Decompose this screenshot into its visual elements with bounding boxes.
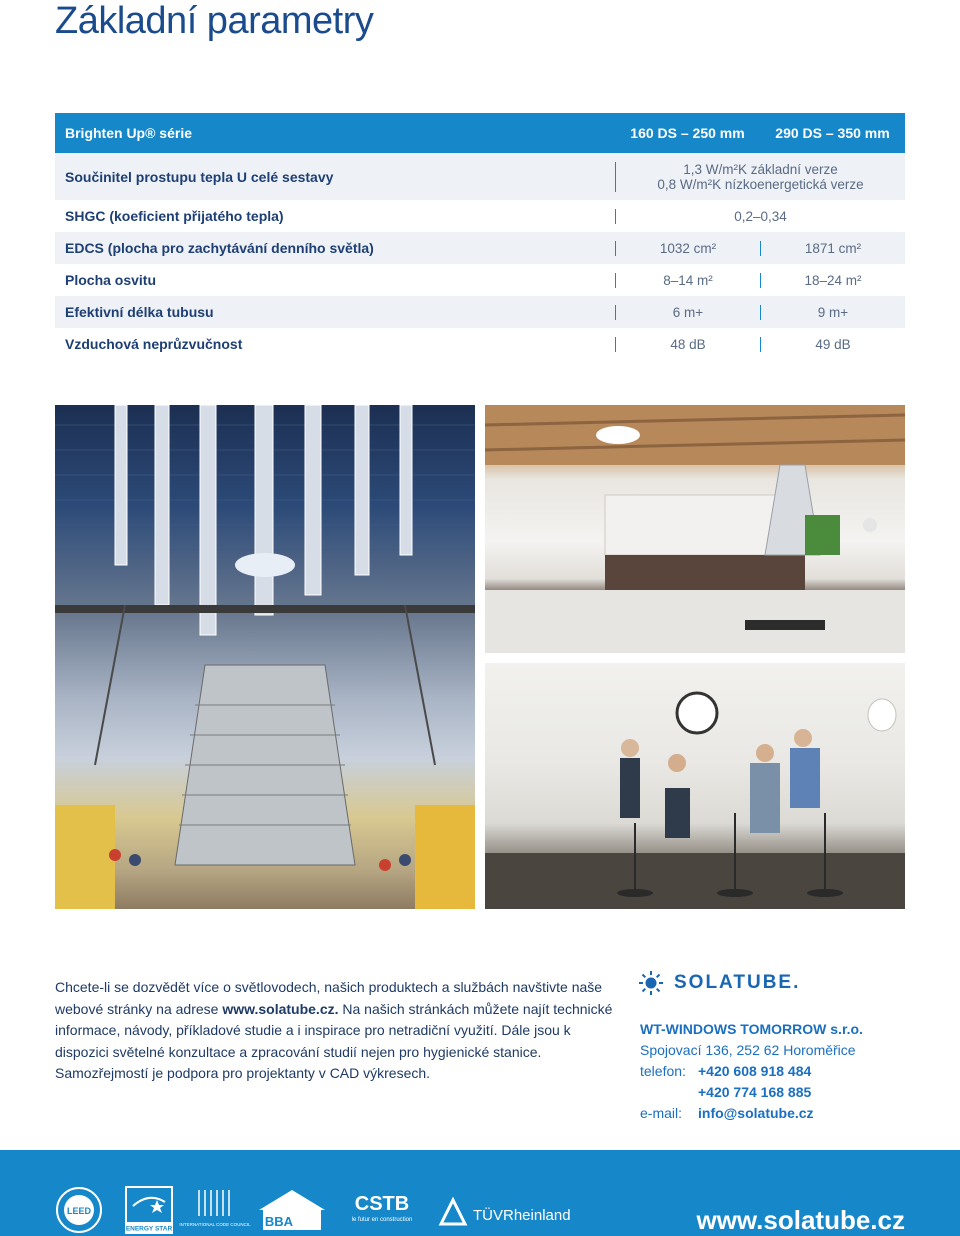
company-contact (640, 1019, 863, 1124)
cstb-logo (349, 1188, 415, 1232)
email-link[interactable]: info@solatube.cz (698, 1105, 814, 1121)
cstb-label: CSTB (354, 1193, 410, 1215)
website-link-inline[interactable]: www.solatube.cz. (222, 1000, 339, 1017)
about-text-part: Chcete-li se dozvědět více o světlovodech, našich produktech a službách navštivte naše webové stránky na adrese (55, 979, 603, 1017)
table-row (55, 328, 905, 360)
atrium-illustration (55, 405, 475, 909)
table-row (55, 200, 905, 232)
energy-star-logo (125, 1186, 173, 1234)
row-value: 1871 cm² (760, 241, 905, 256)
certification-logos (55, 1186, 577, 1234)
about-text (55, 977, 615, 1085)
row-label: SHGC (koeficient přijatého tepla) (65, 208, 284, 224)
table-row (55, 264, 905, 296)
phone-number[interactable]: +420 774 168 885 (698, 1084, 812, 1100)
icc-label: INTERNATIONAL CODE COUNCIL (179, 1222, 251, 1227)
header-col-2: 290 DS – 350 mm (775, 125, 890, 141)
row-value: 0,2–0,34 (615, 209, 905, 224)
kitchen-illustration (485, 405, 905, 653)
table-row (55, 232, 905, 264)
row-value: 18–24 m² (760, 273, 905, 288)
cafe-photo (485, 663, 905, 909)
solatube-logo (638, 970, 800, 996)
website-link[interactable]: www.solatube.cz (696, 1205, 905, 1235)
header-col-1: 160 DS – 250 mm (630, 125, 745, 141)
kitchen-photo (485, 405, 905, 653)
leed-logo (55, 1186, 103, 1234)
tuv-logo (437, 1192, 577, 1228)
spec-table (55, 113, 905, 360)
row-value (615, 162, 905, 192)
phone-row (640, 1061, 863, 1082)
phone-label: telefon: (640, 1063, 686, 1079)
sun-icon (638, 970, 664, 996)
row-value: 1032 cm² (615, 241, 760, 256)
logo-text: SOLATUBE. (674, 972, 801, 993)
row-value: 48 dB (615, 337, 760, 352)
row-label: Součinitel prostupu tepla U celé sestavy (65, 168, 334, 185)
spec-table-header (55, 113, 905, 153)
leed-label: LEED (66, 1206, 92, 1216)
table-row (55, 153, 905, 200)
row-label: EDCS (plocha pro zachytávání denního světla) (65, 240, 374, 256)
email-row (640, 1103, 863, 1124)
email-label: e-mail: (640, 1105, 683, 1121)
tuv-label: TÜVRheinland (473, 1207, 571, 1224)
page-title: Základní parametry (55, 0, 374, 42)
row-value-line: 0,8 W/m²K nízkoenergetická verze (657, 176, 864, 192)
row-value: 49 dB (760, 337, 905, 352)
about-text-part: Na našich stránkách můžete najít technické informace, návody, příkladové studie a i inspirace pro netradiční využití. Dále jsou k dispozici světelné konzultace a zpracování studií nejen pro hygienické stanice. Samozřejmostí je podpora pro projektanty v CAD výkresech. (55, 1000, 613, 1081)
cafe-illustration (485, 663, 905, 909)
header-series: Brighten Up® série (65, 125, 193, 141)
icc-logo (179, 1186, 251, 1234)
row-label: Efektivní délka tubusu (65, 304, 214, 320)
row-value: 9 m+ (760, 305, 905, 320)
bba-label: BBA (264, 1214, 294, 1229)
bba-logo (257, 1188, 327, 1232)
row-value: 6 m+ (615, 305, 760, 320)
row-label: Vzduchová neprůzvučnost (65, 336, 243, 352)
phone-row (640, 1082, 863, 1103)
company-name: WT-WINDOWS TOMORROW s.r.o. (640, 1021, 863, 1037)
company-address: Spojovací 136, 252 62 Horoměřice (640, 1042, 856, 1058)
energy-star-label: ENERGY STAR (125, 1225, 173, 1233)
row-value: 8–14 m² (615, 273, 760, 288)
row-value-line: 1,3 W/m²K základní verze (683, 161, 838, 177)
table-row (55, 296, 905, 328)
cstb-sub-label: le futur en construction (351, 1217, 413, 1223)
atrium-photo (55, 405, 475, 909)
row-label: Plocha osvitu (65, 272, 157, 288)
phone-number[interactable]: +420 608 918 484 (698, 1063, 812, 1079)
